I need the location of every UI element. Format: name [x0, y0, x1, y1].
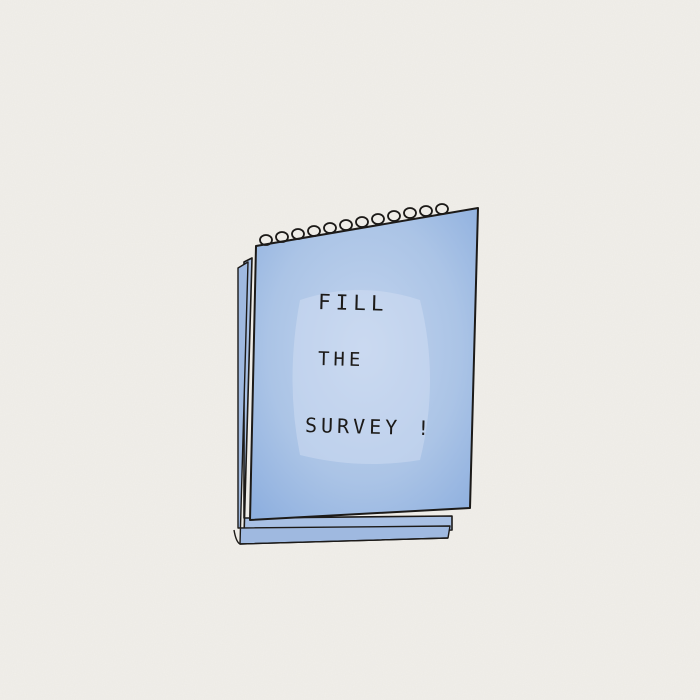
note-line-2: THE: [317, 348, 365, 372]
notepad: [234, 204, 478, 544]
note-line-1: FILL: [317, 290, 389, 316]
note-line-3: SURVEY !: [304, 413, 434, 441]
